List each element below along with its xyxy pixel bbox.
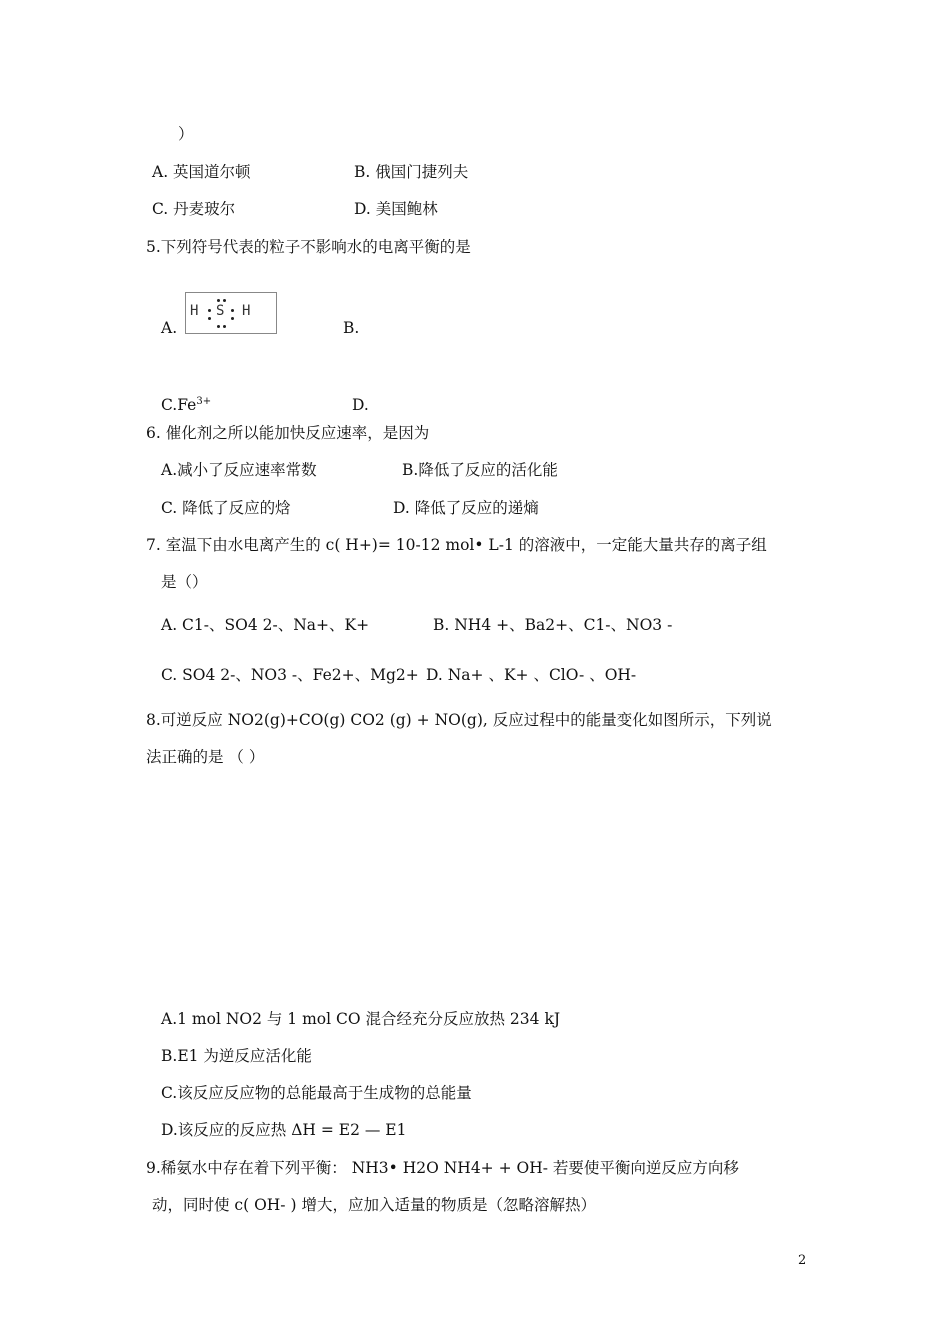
q6-option-c: C. 降低了反应的焓 — [161, 499, 291, 517]
q7-stem-line2: 是（） — [161, 573, 208, 591]
q8-stem-line2: 法正确的是 （ ） — [146, 748, 265, 766]
q5-option-b-label: B. — [343, 319, 360, 337]
lewis-structure-h2s: H S H — [185, 292, 277, 334]
page-number: 2 — [798, 1253, 807, 1268]
q5-option-a-label: A. — [161, 319, 178, 337]
q9-stem-line2: 动，同时使 c( OH- ) 增大，应加入适量的物质是（忽略溶解热） — [152, 1196, 596, 1214]
q7-option-c: C. SO4 2-、NO3 -、Fe2+、Mg2+ — [161, 666, 419, 684]
q8-option-d: D.该反应的反应热 ΔH = E2 — E1 — [161, 1121, 407, 1139]
q5-option-d-label: D. — [352, 396, 369, 414]
q5-option-c: $C.Fe^{3+}$ — [161, 396, 212, 414]
q4-stem-tail: ） — [178, 125, 194, 143]
q8-stem-line1: 8.可逆反应 NO2(g)+CO(g) CO2 (g) + NO(g), 反应过程中的能量变化如图所示，下列说 — [146, 711, 772, 729]
q8-option-b: B.E1 为逆反应活化能 — [161, 1047, 312, 1065]
q7-option-d: D. Na+ 、K+ 、ClO- 、OH- — [426, 666, 637, 684]
q8-option-c: C.该反应反应物的总能最高于生成物的总能量 — [161, 1084, 472, 1102]
q8-option-a: A.1 mol NO2 与 1 mol CO 混合经充分反应放热 234 kJ — [161, 1010, 561, 1028]
q5-stem: 5.下列符号代表的粒子不影响水的电离平衡的是 — [146, 238, 471, 256]
q6-option-a: A.减小了反应速率常数 — [161, 461, 317, 479]
q7-option-b: B. NH4 +、Ba2+、C1-、NO3 - — [433, 616, 673, 634]
q7-option-a: A. C1-、SO4 2-、Na+、K+ — [161, 616, 370, 634]
q6-option-b: B.降低了反应的活化能 — [402, 461, 558, 479]
q9-stem-line1: 9.稀氨水中存在着下列平衡： NH3• H2O NH4+ + OH- 若要使平衡向逆反应方向移 — [146, 1159, 739, 1177]
q4-option-c: C. 丹麦玻尔 — [152, 200, 236, 218]
q6-option-d: D. 降低了反应的递熵 — [393, 499, 539, 517]
q7-stem-line1: 7. 室温下由水电离产生的 c( H+)= 10-12 mol• L-1 的溶液中，一定能大量共存的离子组 — [146, 536, 767, 554]
q4-option-d: D. 美国鲍林 — [354, 200, 438, 218]
q4-option-a: A. 英国道尔顿 — [152, 163, 251, 181]
q4-option-b: B. 俄国门捷列夫 — [354, 163, 469, 181]
q6-stem: 6. 催化剂之所以能加快反应速率，是因为 — [146, 424, 430, 442]
